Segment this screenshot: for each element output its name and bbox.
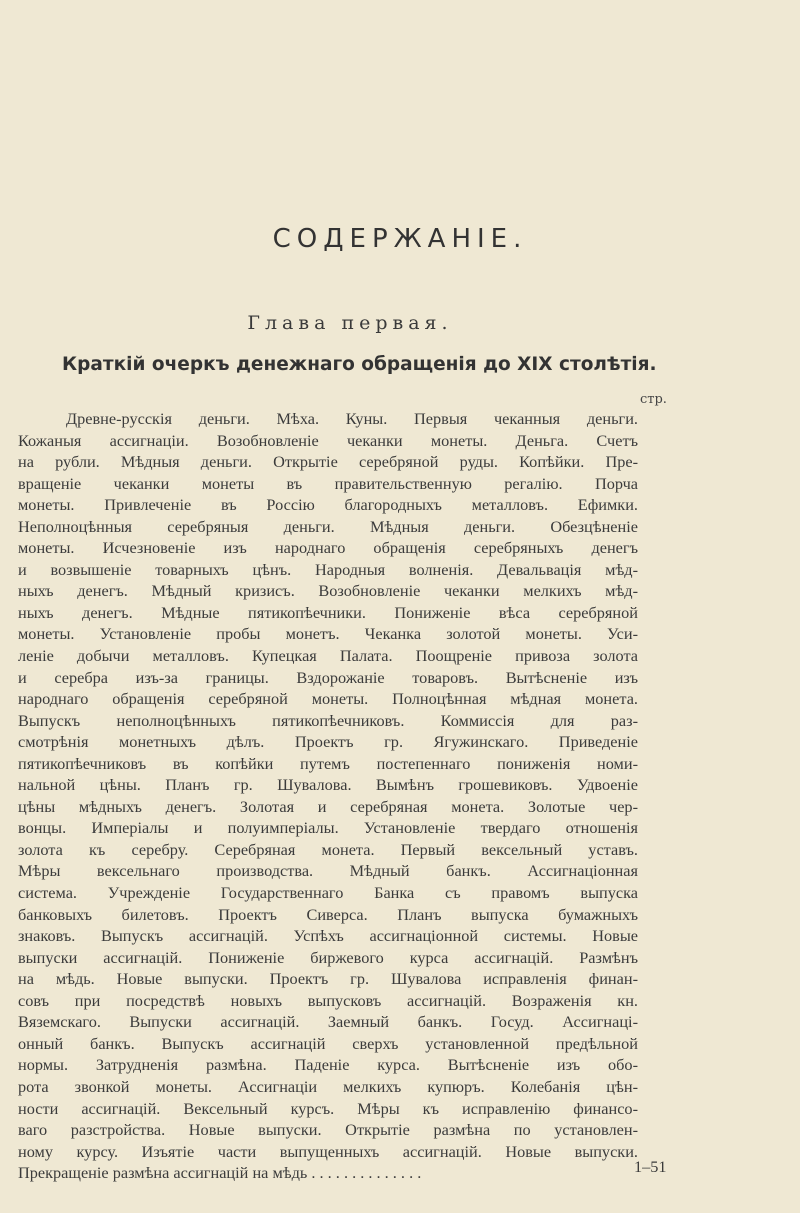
page-range: 1–51 xyxy=(634,1157,667,1176)
content-line: золота къ серебру. Серебряная монета. Первый вексельный уставъ. xyxy=(18,839,638,859)
content-line: Кожаныя ассигнаціи. Возобновленіе чеканки монеты. Деньга. Счетъ xyxy=(18,430,638,450)
content-line: и серебра изъ-за границы. Вздорожаніе товаровъ. Вытѣсненіе изъ xyxy=(18,667,638,687)
content-line: леніе добычи металловъ. Купецкая Палата. Поощреніе привоза золота xyxy=(18,646,638,666)
content-line: ваго разстройства. Новые выпуски. Открытіе размѣна по установлен- xyxy=(18,1120,638,1140)
content-line: Древне-русскія деньги. Мѣха. Куны. Первыя чеканныя деньги. xyxy=(66,409,638,428)
content-line: онный банкъ. Выпускъ ассигнацій сверхъ установленной предѣльной xyxy=(18,1033,638,1053)
content-line: ности ассигнацій. Вексельный курсъ. Мѣры къ исправленію финансо- xyxy=(18,1098,638,1118)
content-line: народнаго обращенія серебряной монеты. Полноцѣнная мѣдная монета. xyxy=(18,689,638,709)
content-line: Вяземскаго. Выпуски ассигнацій. Заемный банкъ. Госуд. Ассигнаці- xyxy=(18,1012,638,1032)
content-line: выпуски ассигнацій. Пониженіе биржевого курса ассигнацій. Размѣнъ xyxy=(18,947,638,967)
content-line: пятикопѣечниковъ въ копѣйки путемъ постепеннаго пониженія номи- xyxy=(18,753,638,773)
page-column-label: стр. xyxy=(640,392,667,407)
content-line: на мѣдь. Новые выпуски. Проектъ гр. Шувалова исправленія финан- xyxy=(18,969,638,989)
content-line: ному курсу. Изъятіе части выпущенныхъ ассигнацій. Новые выпуски. xyxy=(18,1141,638,1161)
content-line: ныхъ денегъ. Мѣдные пятикопѣечники. Пониженіе вѣса серебряной xyxy=(18,602,638,622)
content-line: цѣны мѣдныхъ денегъ. Золотая и серебряная монета. Золотые чер- xyxy=(18,796,638,816)
content-line: Неполноцѣнныя серебряныя деньги. Мѣдныя деньги. Обезцѣненіе xyxy=(18,516,638,536)
content-line: рота звонкой монеты. Ассигнаціи мелкихъ купюръ. Колебанія цѣн- xyxy=(18,1076,638,1096)
content-line: знаковъ. Выпускъ ассигнацій. Успѣхъ ассигнаціонной системы. Новые xyxy=(18,926,638,946)
content-line: монеты. Установленіе пробы монетъ. Чеканка золотой монеты. Уси- xyxy=(18,624,638,644)
content-line: и возвышеніе товарныхъ цѣнъ. Народныя волненія. Девальвація мѣд- xyxy=(18,559,638,579)
content-line: нальной цѣны. Планъ гр. Шувалова. Вымѣнъ грошевиковъ. Удвоеніе xyxy=(18,775,638,795)
content-line: ныхъ денегъ. Мѣдный кризисъ. Возобновленіе чеканки мелкихъ мѣд- xyxy=(18,581,638,601)
contents-paragraph xyxy=(18,408,638,1184)
content-line: вращеніе чеканки монеты въ правительственную регалію. Порча xyxy=(18,473,638,493)
content-line: нормы. Затрудненія размѣна. Паденіе курса. Вытѣсненіе изъ обо- xyxy=(18,1055,638,1075)
chapter-heading: Глава первая. xyxy=(247,312,453,334)
content-line: система. Учрежденіе Государственнаго Банка съ правомъ выпуска xyxy=(18,883,638,903)
content-line: Прекращеніе размѣна ассигнацій на мѣдь . . . . . . . . . . . . . . xyxy=(18,1163,422,1183)
content-line: на рубли. Мѣдныя деньги. Открытіе серебряной руды. Копѣйки. Пре- xyxy=(18,452,638,472)
page-title: СОДЕРЖАНІЕ. xyxy=(272,224,528,254)
content-line: монеты. Привлеченіе въ Россію благородныхъ металловъ. Ефимки. xyxy=(18,495,638,515)
content-line: банковыхъ билетовъ. Проектъ Сиверса. Планъ выпуска бумажныхъ xyxy=(18,904,638,924)
content-line: совъ при посредствѣ новыхъ выпусковъ ассигнацій. Возраженія кн. xyxy=(18,990,638,1010)
content-line: Мѣры вексельнаго производства. Мѣдный банкъ. Ассигнаціонная xyxy=(18,861,638,881)
content-line: Выпускъ неполноцѣнныхъ пятикопѣечниковъ. Коммиссія для раз- xyxy=(18,710,638,730)
chapter-subtitle: Краткій очеркъ денежнаго обращенія до XIX столѣтія. xyxy=(62,354,657,375)
content-line: монеты. Исчезновеніе изъ народнаго обращенія серебряныхъ денегъ xyxy=(18,538,638,558)
content-line: вонцы. Имперіалы и полуимперіалы. Установленіе твердаго отношенія xyxy=(18,818,638,838)
content-line: смотрѣнія монетныхъ дѣлъ. Проектъ гр. Ягужинскаго. Приведеніе xyxy=(18,732,638,752)
